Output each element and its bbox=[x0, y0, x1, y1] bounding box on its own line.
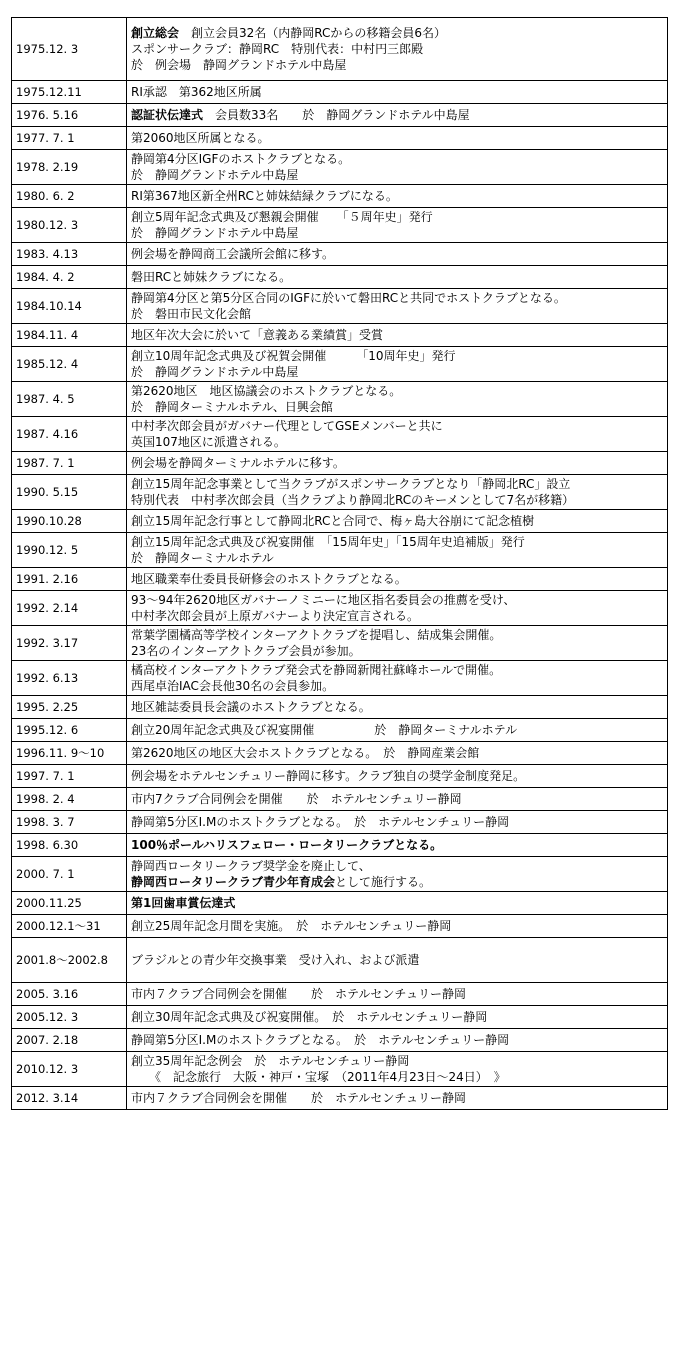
event-line bbox=[131, 151, 663, 167]
row-date: 1984.10.14 bbox=[12, 289, 127, 324]
row-event bbox=[127, 243, 668, 266]
row-event bbox=[127, 915, 668, 938]
table-row bbox=[12, 510, 668, 533]
table-row bbox=[12, 1006, 668, 1029]
event-text: 於 例会場 静岡グランドホテル中島屋 bbox=[131, 58, 347, 72]
row-event bbox=[127, 1006, 668, 1029]
event-line bbox=[131, 225, 663, 241]
event-line bbox=[131, 699, 663, 715]
event-text: 創立5周年記念式典及び懇親会開催 「５周年史」発行 bbox=[131, 210, 433, 224]
row-event bbox=[127, 626, 668, 661]
row-event bbox=[127, 81, 668, 104]
event-text: 静岡第4分区IGFのホストクラブとなる。 bbox=[131, 152, 351, 166]
row-event bbox=[127, 324, 668, 347]
table-row bbox=[12, 742, 668, 765]
row-date: 2000.12.1～31 bbox=[12, 915, 127, 938]
row-date: 1995. 2.25 bbox=[12, 696, 127, 719]
event-line bbox=[131, 571, 663, 587]
row-event bbox=[127, 834, 668, 857]
table-row bbox=[12, 1052, 668, 1087]
row-date: 2005. 3.16 bbox=[12, 983, 127, 1006]
event-highlight: 第1回歯車賞伝達式 bbox=[131, 896, 236, 910]
event-line bbox=[131, 874, 663, 890]
row-event bbox=[127, 568, 668, 591]
row-date: 2000. 7. 1 bbox=[12, 857, 127, 892]
table-row bbox=[12, 382, 668, 417]
table-row bbox=[12, 1087, 668, 1110]
row-date: 1990.12. 5 bbox=[12, 533, 127, 568]
event-text: 英国107地区に派遣される。 bbox=[131, 435, 286, 449]
table-row bbox=[12, 452, 668, 475]
event-line bbox=[131, 592, 663, 608]
event-text: 橘高校インターアクトクラブ発会式を静岡新聞社蘇峰ホールで開催。 bbox=[131, 663, 502, 677]
table-row bbox=[12, 938, 668, 983]
event-text: 於 静岡グランドホテル中島屋 bbox=[131, 226, 299, 240]
event-line bbox=[131, 745, 663, 761]
row-event bbox=[127, 788, 668, 811]
table-row bbox=[12, 243, 668, 266]
event-line bbox=[131, 550, 663, 566]
event-highlight: 100％ポールハリスフェロー・ロータリークラブとなる。 bbox=[131, 838, 443, 852]
row-date: 1987. 4.16 bbox=[12, 417, 127, 452]
row-event bbox=[127, 127, 668, 150]
event-text: 第2620地区 地区協議会のホストクラブとなる。 bbox=[131, 384, 402, 398]
event-line bbox=[131, 627, 663, 643]
event-text: RI第367地区新全州RCと姉妹結緑クラブになる。 bbox=[131, 189, 398, 203]
event-line bbox=[131, 167, 663, 183]
event-line bbox=[131, 791, 663, 807]
row-event bbox=[127, 347, 668, 382]
event-text: ブラジルとの青少年交換事業 受け入れ、および派遣 bbox=[131, 953, 420, 967]
table-row bbox=[12, 591, 668, 626]
table-row bbox=[12, 765, 668, 788]
event-text: 第2060地区所属となる。 bbox=[131, 131, 270, 145]
table-row bbox=[12, 1029, 668, 1052]
row-date: 1984.11. 4 bbox=[12, 324, 127, 347]
table-row bbox=[12, 892, 668, 915]
event-line bbox=[131, 364, 663, 380]
event-line bbox=[131, 837, 663, 853]
table-row bbox=[12, 81, 668, 104]
event-text: として施行する。 bbox=[335, 875, 432, 889]
event-line bbox=[131, 306, 663, 322]
event-text: 創立20周年記念式典及び祝宴開催 於 静岡ターミナルホテル bbox=[131, 723, 518, 737]
row-event bbox=[127, 266, 668, 289]
event-text: 《 記念旅行 大阪・神戸・宝塚 （2011年4月23日～24日） 》 bbox=[131, 1070, 506, 1084]
row-event bbox=[127, 185, 668, 208]
row-date: 1975.12.11 bbox=[12, 81, 127, 104]
row-date: 1990. 5.15 bbox=[12, 475, 127, 510]
row-event bbox=[127, 892, 668, 915]
event-text: 創立15周年記念式典及び祝宴開催 「15周年史」「15周年史追補版」発行 bbox=[131, 535, 525, 549]
row-date: 1983. 4.13 bbox=[12, 243, 127, 266]
row-event bbox=[127, 661, 668, 696]
event-text: RI承認 第362地区所属 bbox=[131, 85, 262, 99]
row-event bbox=[127, 533, 668, 568]
event-text: 例会場をホテルセンチュリー静岡に移す。クラブ独自の奨学金制度発足。 bbox=[131, 769, 526, 783]
event-line bbox=[131, 130, 663, 146]
event-line bbox=[131, 513, 663, 529]
row-date: 2012. 3.14 bbox=[12, 1087, 127, 1110]
event-text: 静岡第5分区I.Mのホストクラブとなる。 於 ホテルセンチュリー静岡 bbox=[131, 1033, 510, 1047]
event-line bbox=[131, 348, 663, 364]
row-date: 2005.12. 3 bbox=[12, 1006, 127, 1029]
table-row bbox=[12, 661, 668, 696]
table-row bbox=[12, 568, 668, 591]
event-line bbox=[131, 1032, 663, 1048]
event-line bbox=[131, 383, 663, 399]
row-date: 1992. 2.14 bbox=[12, 591, 127, 626]
row-date: 1992. 6.13 bbox=[12, 661, 127, 696]
event-text: 於 静岡グランドホテル中島屋 bbox=[131, 365, 299, 379]
event-line bbox=[131, 327, 663, 343]
row-event bbox=[127, 591, 668, 626]
row-event bbox=[127, 150, 668, 185]
event-text: 創立10周年記念式典及び祝賀会開催 「10周年史」発行 bbox=[131, 349, 456, 363]
event-line bbox=[131, 492, 663, 508]
row-date: 1998. 6.30 bbox=[12, 834, 127, 857]
event-line bbox=[131, 534, 663, 550]
event-text: 創立会員32名（内静岡RCからの移籍会員6名） bbox=[179, 26, 447, 40]
event-text: 市内7クラブ合同例会を開催 於 ホテルセンチュリー静岡 bbox=[131, 792, 462, 806]
event-highlight: 創立総会 bbox=[131, 26, 180, 40]
row-date: 1980.12. 3 bbox=[12, 208, 127, 243]
event-highlight: 認証状伝達式 bbox=[131, 108, 204, 122]
event-line bbox=[131, 269, 663, 285]
row-event bbox=[127, 1087, 668, 1110]
row-event bbox=[127, 719, 668, 742]
event-text: 於 静岡ターミナルホテル bbox=[131, 551, 274, 565]
row-date: 1996.11. 9～10 bbox=[12, 742, 127, 765]
history-table bbox=[11, 17, 668, 1110]
event-line bbox=[131, 768, 663, 784]
row-date: 1980. 6. 2 bbox=[12, 185, 127, 208]
row-date: 1990.10.28 bbox=[12, 510, 127, 533]
event-line bbox=[131, 986, 663, 1002]
row-date: 1987. 7. 1 bbox=[12, 452, 127, 475]
row-event bbox=[127, 938, 668, 983]
event-text: 例会場を静岡ターミナルホテルに移す。 bbox=[131, 456, 345, 470]
event-line bbox=[131, 608, 663, 624]
event-line bbox=[131, 209, 663, 225]
event-line bbox=[131, 1053, 663, 1069]
event-text: 静岡第4分区と第5分区合同のIGFに於いて磐田RCと共同でホストクラブとなる。 bbox=[131, 291, 566, 305]
table-row bbox=[12, 533, 668, 568]
row-event bbox=[127, 475, 668, 510]
event-text: 於 静岡ターミナルホテル、日興会館 bbox=[131, 400, 333, 414]
table-row bbox=[12, 18, 668, 81]
event-line bbox=[131, 107, 663, 123]
table-row bbox=[12, 857, 668, 892]
table-row bbox=[12, 696, 668, 719]
event-line bbox=[131, 814, 663, 830]
table-row bbox=[12, 150, 668, 185]
history-table-body bbox=[12, 18, 668, 1110]
row-event bbox=[127, 104, 668, 127]
row-date: 2007. 2.18 bbox=[12, 1029, 127, 1052]
event-line bbox=[131, 476, 663, 492]
row-date: 1997. 7. 1 bbox=[12, 765, 127, 788]
event-text: 市内７クラブ合同例会を開催 於 ホテルセンチュリー静岡 bbox=[131, 987, 467, 1001]
row-date: 2001.8～2002.8 bbox=[12, 938, 127, 983]
event-text: 西尾卓治IAC会長他30名の会員参加。 bbox=[131, 679, 335, 693]
table-row bbox=[12, 915, 668, 938]
table-row bbox=[12, 626, 668, 661]
row-date: 1978. 2.19 bbox=[12, 150, 127, 185]
table-row bbox=[12, 127, 668, 150]
row-date: 1977. 7. 1 bbox=[12, 127, 127, 150]
table-row bbox=[12, 719, 668, 742]
row-date: 1991. 2.16 bbox=[12, 568, 127, 591]
event-line bbox=[131, 1009, 663, 1025]
event-line bbox=[131, 662, 663, 678]
table-row bbox=[12, 208, 668, 243]
event-line bbox=[131, 246, 663, 262]
event-text: 会員数33名 於 静岡グランドホテル中島屋 bbox=[203, 108, 470, 122]
event-line bbox=[131, 418, 663, 434]
event-text: 地区職業奉仕委員長研修会のホストクラブとなる。 bbox=[131, 572, 407, 586]
event-text: 特別代表 中村孝次郎会員（当クラブより静岡北RCのキーメンとして7名が移籍） bbox=[131, 493, 575, 507]
row-event bbox=[127, 765, 668, 788]
event-line bbox=[131, 455, 663, 471]
event-line bbox=[131, 952, 663, 968]
table-row bbox=[12, 475, 668, 510]
event-text: 常葉学園橘高等学校インターアクトクラブを提唱し、結成集会開催。 bbox=[131, 628, 502, 642]
event-line bbox=[131, 290, 663, 306]
row-date: 1984. 4. 2 bbox=[12, 266, 127, 289]
event-text: 創立15周年記念事業として当クラブがスポンサークラブとなり「静岡北RC」設立 bbox=[131, 477, 571, 491]
event-text: 中村孝次郎会員がガバナー代理としてGSEメンバーと共に bbox=[131, 419, 443, 433]
event-line bbox=[131, 434, 663, 450]
event-text: 創立35周年記念例会 於 ホテルセンチュリー静岡 bbox=[131, 1054, 410, 1068]
row-date: 1998. 2. 4 bbox=[12, 788, 127, 811]
event-line bbox=[131, 643, 663, 659]
table-row bbox=[12, 834, 668, 857]
event-text: 93～94年2620地区ガバナーノミニーに地区指名委員会の推薦を受け、 bbox=[131, 593, 516, 607]
event-text: 創立25周年記念月間を実施。 於 ホテルセンチュリー静岡 bbox=[131, 919, 452, 933]
table-row bbox=[12, 811, 668, 834]
table-row bbox=[12, 266, 668, 289]
row-event bbox=[127, 208, 668, 243]
event-text: 23名のインターアクトクラブ会員が参加。 bbox=[131, 644, 361, 658]
row-event bbox=[127, 696, 668, 719]
event-line bbox=[131, 84, 663, 100]
event-line bbox=[131, 1069, 663, 1085]
row-date: 1995.12. 6 bbox=[12, 719, 127, 742]
row-event bbox=[127, 1029, 668, 1052]
event-highlight: 静岡西ロータリークラブ青少年育成会 bbox=[131, 875, 336, 889]
event-line bbox=[131, 722, 663, 738]
event-text: 創立15周年記念行事として静岡北RCと合同で、梅ヶ島大谷崩にて記念植樹 bbox=[131, 514, 535, 528]
table-row bbox=[12, 324, 668, 347]
event-text: 於 静岡グランドホテル中島屋 bbox=[131, 168, 299, 182]
event-text: 地区年次大会に於いて「意義ある業績賞」受賞 bbox=[131, 328, 384, 342]
table-row bbox=[12, 417, 668, 452]
table-row bbox=[12, 347, 668, 382]
event-line bbox=[131, 41, 663, 57]
event-text: 市内７クラブ合同例会を開催 於 ホテルセンチュリー静岡 bbox=[131, 1091, 467, 1105]
table-row bbox=[12, 185, 668, 208]
event-line bbox=[131, 57, 663, 73]
row-event bbox=[127, 417, 668, 452]
event-text: 静岡第5分区I.Mのホストクラブとなる。 於 ホテルセンチュリー静岡 bbox=[131, 815, 510, 829]
row-event bbox=[127, 1052, 668, 1087]
event-text: 例会場を静岡商工会議所会館に移す。 bbox=[131, 247, 335, 261]
row-event bbox=[127, 289, 668, 324]
event-line bbox=[131, 25, 663, 41]
event-line bbox=[131, 858, 663, 874]
row-date: 1985.12. 4 bbox=[12, 347, 127, 382]
row-event bbox=[127, 983, 668, 1006]
table-row bbox=[12, 788, 668, 811]
event-text: スポンサークラブ：静岡RC 特別代表：中村円三郎殿 bbox=[131, 42, 424, 56]
table-row bbox=[12, 983, 668, 1006]
event-text: 地区雑誌委員長会議のホストクラブとなる。 bbox=[131, 700, 371, 714]
row-date: 2010.12. 3 bbox=[12, 1052, 127, 1087]
row-event bbox=[127, 382, 668, 417]
row-event bbox=[127, 510, 668, 533]
row-date: 1987. 4. 5 bbox=[12, 382, 127, 417]
row-event bbox=[127, 742, 668, 765]
row-date: 1975.12. 3 bbox=[12, 18, 127, 81]
row-date: 1976. 5.16 bbox=[12, 104, 127, 127]
event-line bbox=[131, 188, 663, 204]
row-event bbox=[127, 18, 668, 81]
event-line bbox=[131, 895, 663, 911]
event-text: 静岡西ロータリークラブ奨学金を廃止して、 bbox=[131, 859, 371, 873]
table-row bbox=[12, 289, 668, 324]
row-event bbox=[127, 857, 668, 892]
event-text: 第2620地区の地区大会ホストクラブとなる。 於 静岡産業会館 bbox=[131, 746, 480, 760]
event-text: 於 磐田市民文化会館 bbox=[131, 307, 252, 321]
row-date: 1998. 3. 7 bbox=[12, 811, 127, 834]
table-row bbox=[12, 104, 668, 127]
event-text: 中村孝次郎会員が上原ガバナーより決定宣言される。 bbox=[131, 609, 420, 623]
row-date: 1992. 3.17 bbox=[12, 626, 127, 661]
event-line bbox=[131, 678, 663, 694]
row-event bbox=[127, 452, 668, 475]
row-event bbox=[127, 811, 668, 834]
event-line bbox=[131, 1090, 663, 1106]
event-text: 磐田RCと姉妹クラブになる。 bbox=[131, 270, 292, 284]
event-line bbox=[131, 918, 663, 934]
event-line bbox=[131, 399, 663, 415]
row-date: 2000.11.25 bbox=[12, 892, 127, 915]
event-text: 創立30周年記念式典及び祝宴開催。 於 ホテルセンチュリー静岡 bbox=[131, 1010, 488, 1024]
